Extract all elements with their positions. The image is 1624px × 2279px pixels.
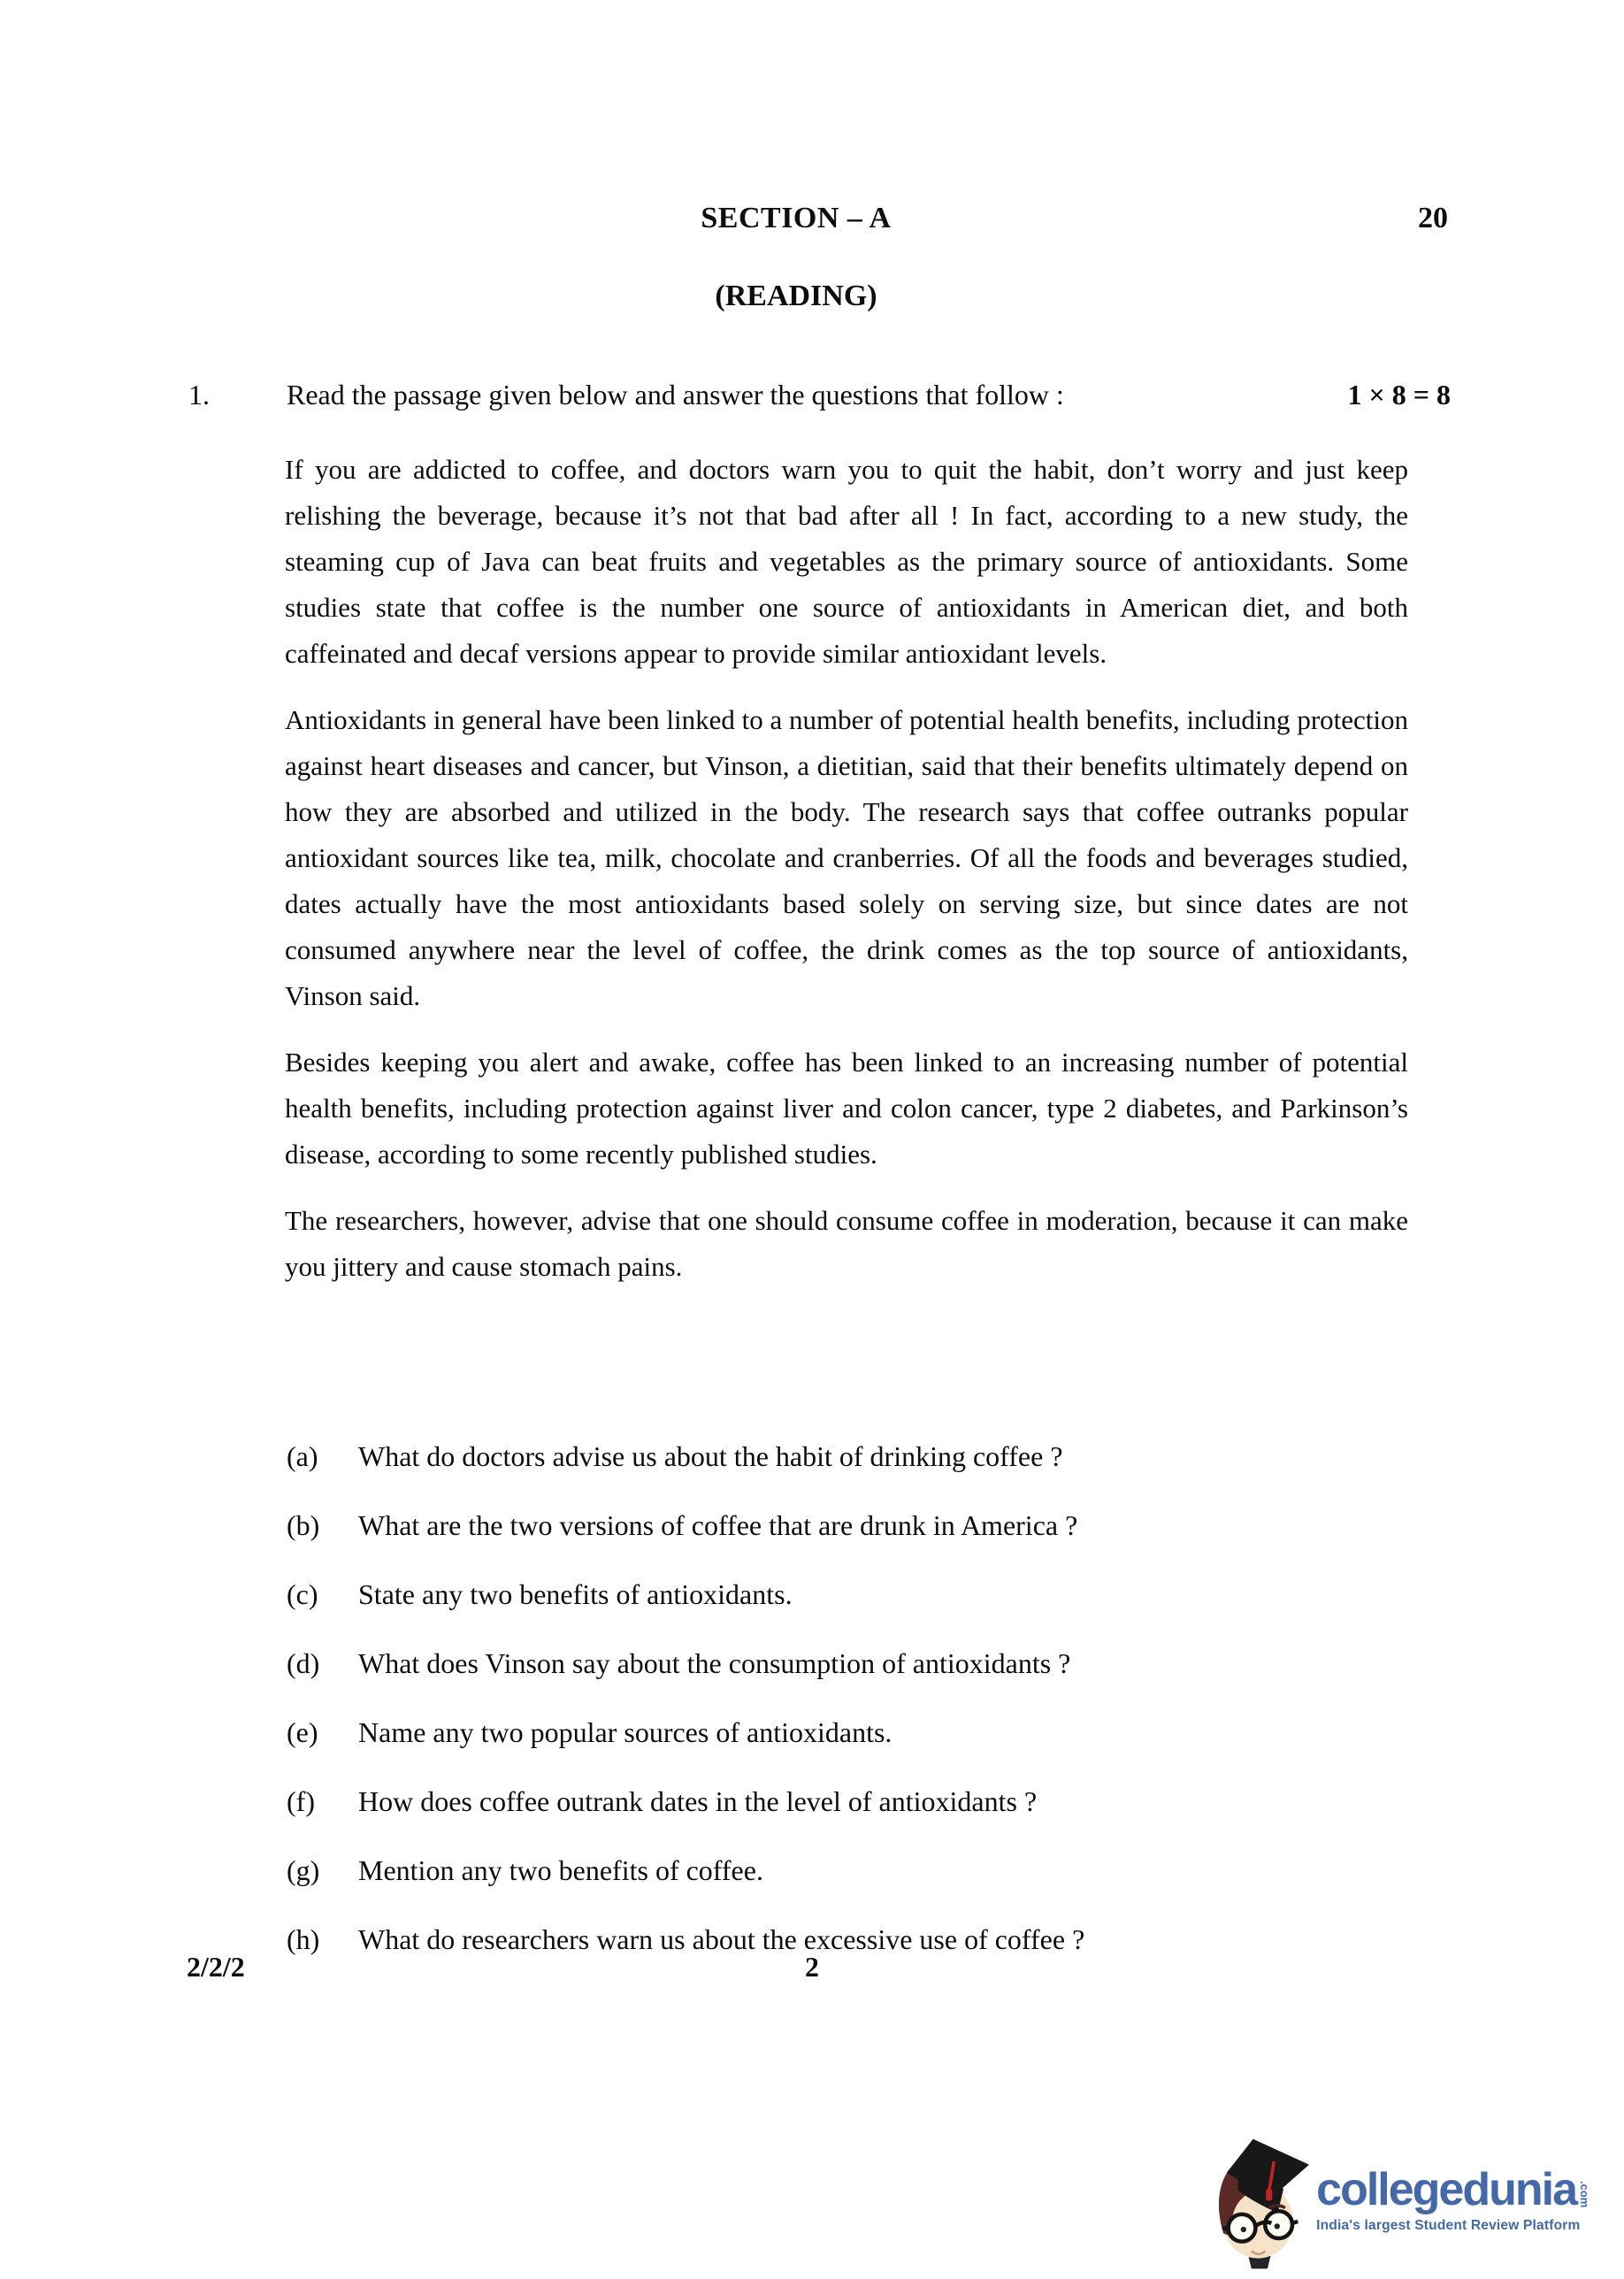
question-intro-row bbox=[0, 379, 1624, 425]
sub-question-text: State any two benefits of antioxidants. bbox=[358, 1578, 793, 1610]
sub-question-f bbox=[285, 1778, 1426, 1824]
sub-question-g bbox=[285, 1847, 1426, 1893]
sub-question-label: (d) bbox=[287, 1647, 320, 1679]
sub-question-b bbox=[285, 1502, 1426, 1548]
passage-paragraph: The researchers, however, advise that one should consume coffee in moderation, because it can make you jittery and cause stomach pains. bbox=[285, 1205, 1408, 1282]
brand-row bbox=[1316, 2164, 1591, 2215]
brand-tagline: India's largest Student Review Platform bbox=[1316, 2218, 1581, 2233]
sub-question-d bbox=[285, 1640, 1426, 1686]
logo-text-block bbox=[1316, 2164, 1591, 2243]
passage-paragraph: Antioxidants in general have been linked to a number of potential health benefits, including protection against heart diseases and cancer, but Vinson, a dietitian, said that their benefits ultimately depend on how they are absorbed and utilized in the body. The research says that coffee outranks popular antioxidant sources like tea, milk, chocolate and cranberries. Of all the foods and beverages studied, dates actually have the most antioxidants based solely on serving size, but since dates are not consumed anywhere near the level of coffee, the drink comes as the top source of antioxidants, Vinson said. bbox=[285, 704, 1408, 1011]
question-number: 1. bbox=[188, 379, 210, 411]
page-number: 2 bbox=[805, 1951, 819, 1983]
sub-question-text: Name any two popular sources of antioxidants. bbox=[358, 1716, 892, 1748]
sub-question-a bbox=[285, 1433, 1426, 1479]
sub-question-label: (g) bbox=[287, 1854, 320, 1886]
sub-question-text: Mention any two benefits of coffee. bbox=[358, 1854, 763, 1886]
sub-question-c bbox=[285, 1571, 1426, 1617]
sub-question-text: What are the two versions of coffee that are drunk in America ? bbox=[358, 1509, 1078, 1541]
sub-question-label: (e) bbox=[287, 1716, 318, 1748]
section-marks: 20 bbox=[1418, 202, 1448, 234]
passage-paragraph: Besides keeping you alert and awake, coffee has been linked to an increasing number of potential health benefits, including protection against liver and colon cancer, type 2 diabetes, and Parkinson’s disease, according to some recently published studies. bbox=[285, 1047, 1408, 1170]
brand-tld: .com bbox=[1578, 2180, 1591, 2207]
collegedunia-logo bbox=[1207, 2137, 1590, 2272]
section-title: SECTION – A bbox=[701, 202, 892, 234]
sub-question-text: What do doctors advise us about the habit of drinking coffee ? bbox=[358, 1440, 1063, 1472]
reading-passage bbox=[285, 447, 1408, 1310]
sub-question-label: (b) bbox=[287, 1509, 320, 1541]
question-intro-text: Read the passage given below and answer the questions that follow : bbox=[287, 379, 1064, 411]
sub-question-text: How does coffee outrank dates in the level of antioxidants ? bbox=[358, 1785, 1038, 1817]
sub-question-text: What do researchers warn us about the excessive use of coffee ? bbox=[358, 1923, 1085, 1955]
sub-question-text: What does Vinson say about the consumption of antioxidants ? bbox=[358, 1647, 1071, 1679]
sub-question-list bbox=[285, 1433, 1426, 1985]
question-marks: 1 × 8 = 8 bbox=[1347, 379, 1451, 411]
sub-question-label: (c) bbox=[287, 1578, 318, 1610]
brand-wordmark: collegedunia bbox=[1316, 2164, 1576, 2215]
sub-question-label: (f) bbox=[287, 1785, 315, 1817]
graduate-boy-mascot-icon bbox=[1207, 2137, 1311, 2272]
sub-question-e bbox=[285, 1709, 1426, 1755]
paper-code: 2/2/2 bbox=[187, 1951, 245, 1983]
sub-question-label: (a) bbox=[287, 1440, 318, 1472]
section-subtitle: (READING) bbox=[715, 280, 877, 312]
passage-paragraph: If you are addicted to coffee, and doctors warn you to quit the habit, don’t worry and just keep relishing the beverage, because it’s not that bad after all ! In fact, according to a new study, the steaming cup of Java can beat fruits and vegetables as the primary source of antioxidants. Some studies state that coffee is the number one source of antioxidants in American diet, and both caffeinated and decaf versions appear to provide similar antioxidant levels. bbox=[285, 454, 1408, 669]
sub-question-label: (h) bbox=[287, 1923, 320, 1955]
